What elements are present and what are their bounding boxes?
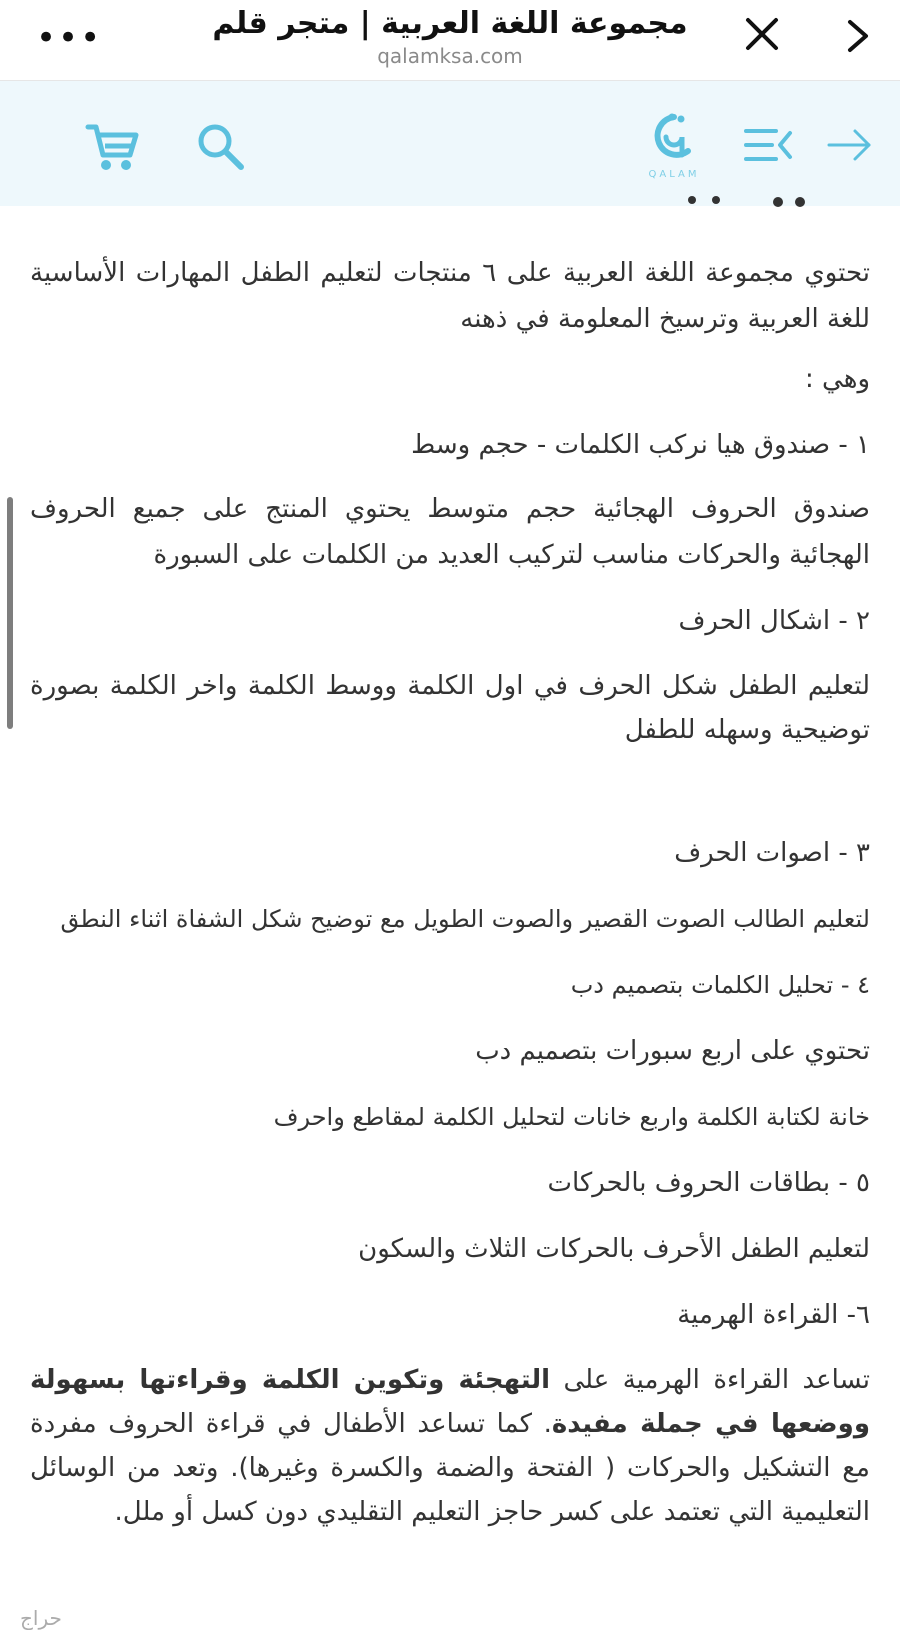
- intro-paragraph: تحتوي مجموعة اللغة العربية على ٦ منتجات لتعليم الطفل المهارات الأساسية للغة العربية وترسيخ المعلومة في ذهنه: [30, 258, 870, 334]
- item-4-title: ٤ - تحليل الكلمات بتصميم دب: [570, 971, 870, 999]
- page-title: مجموعة اللغة العربية | متجر قلم: [212, 6, 688, 41]
- item-6-text-2: . كما تساعد الأطفال في قراءة الحروف مفردة مع التشكيل والحركات ( الفتحة والضمة والكسرة وغيرها). وتعد من الوسائل التعليمية التي تعتمد على كسر حاجز التعليم التقليدي دون كسل أو ملل.: [30, 1409, 870, 1527]
- chevron-right-icon[interactable]: [840, 14, 874, 58]
- product-description: [30, 250, 870, 1534]
- browser-bar: [0, 0, 900, 81]
- item-4-desc-1: تحتوي على اربع سبورات بتصميم دب: [475, 1036, 870, 1066]
- item-2-title: ٢ - اشكال الحرف: [678, 606, 870, 636]
- item-6-desc: [30, 1358, 870, 1534]
- cart-icon[interactable]: [84, 119, 140, 175]
- page-domain: qalamksa.com: [377, 44, 523, 68]
- item-6-text-1: تساعد القراءة الهرمية على: [550, 1365, 870, 1395]
- clipped-text-fragment: [680, 196, 840, 220]
- item-5-desc: لتعليم الطفل الأحرف بالحركات الثلاث والسكون: [358, 1234, 870, 1264]
- scrollbar[interactable]: [7, 497, 13, 729]
- item-2-desc: لتعليم الطفل شكل الحرف في اول الكلمة ووسط الكلمة واخر الكلمة بصورة توضيحية وسهله للطفل: [30, 671, 870, 745]
- item-3-title: ٣ - اصوات الحرف: [674, 838, 870, 868]
- item-6-bold: التهجئة وتكوين الكلمة وقراءتها بسهولة ووضعها في جملة مفيدة: [30, 1365, 870, 1439]
- search-icon[interactable]: [195, 121, 245, 171]
- qalam-logo[interactable]: [642, 111, 706, 181]
- more-options-button[interactable]: •••: [36, 18, 103, 58]
- site-header: [0, 81, 900, 206]
- logo-text: QALAM: [648, 169, 700, 180]
- menu-icon[interactable]: [742, 123, 794, 167]
- list-intro: وهي :: [805, 364, 870, 394]
- item-3-desc: لتعليم الطالب الصوت القصير والصوت الطويل مع توضيح شكل الشفاة اثناء النطق: [60, 905, 870, 933]
- item-4-desc-2: خانة لكتابة الكلمة واربع خانات لتحليل الكلمة لمقاطع واحرف: [273, 1103, 870, 1131]
- item-5-title: ٥ - بطاقات الحروف بالحركات: [547, 1168, 870, 1198]
- item-1-desc: صندوق الحروف الهجائية حجم متوسط يحتوي المنتج على جميع الحروف الهجائية والحركات مناسب لتركيب العديد من الكلمات على السبورة: [30, 494, 870, 570]
- close-icon[interactable]: [740, 12, 784, 56]
- arrow-right-icon[interactable]: [825, 125, 875, 165]
- watermark: حراج: [20, 1606, 62, 1630]
- item-1-title: ١ - صندوق هيا نركب الكلمات - حجم وسط: [411, 430, 870, 460]
- item-6-title: ٦- القراءة الهرمية: [677, 1300, 870, 1330]
